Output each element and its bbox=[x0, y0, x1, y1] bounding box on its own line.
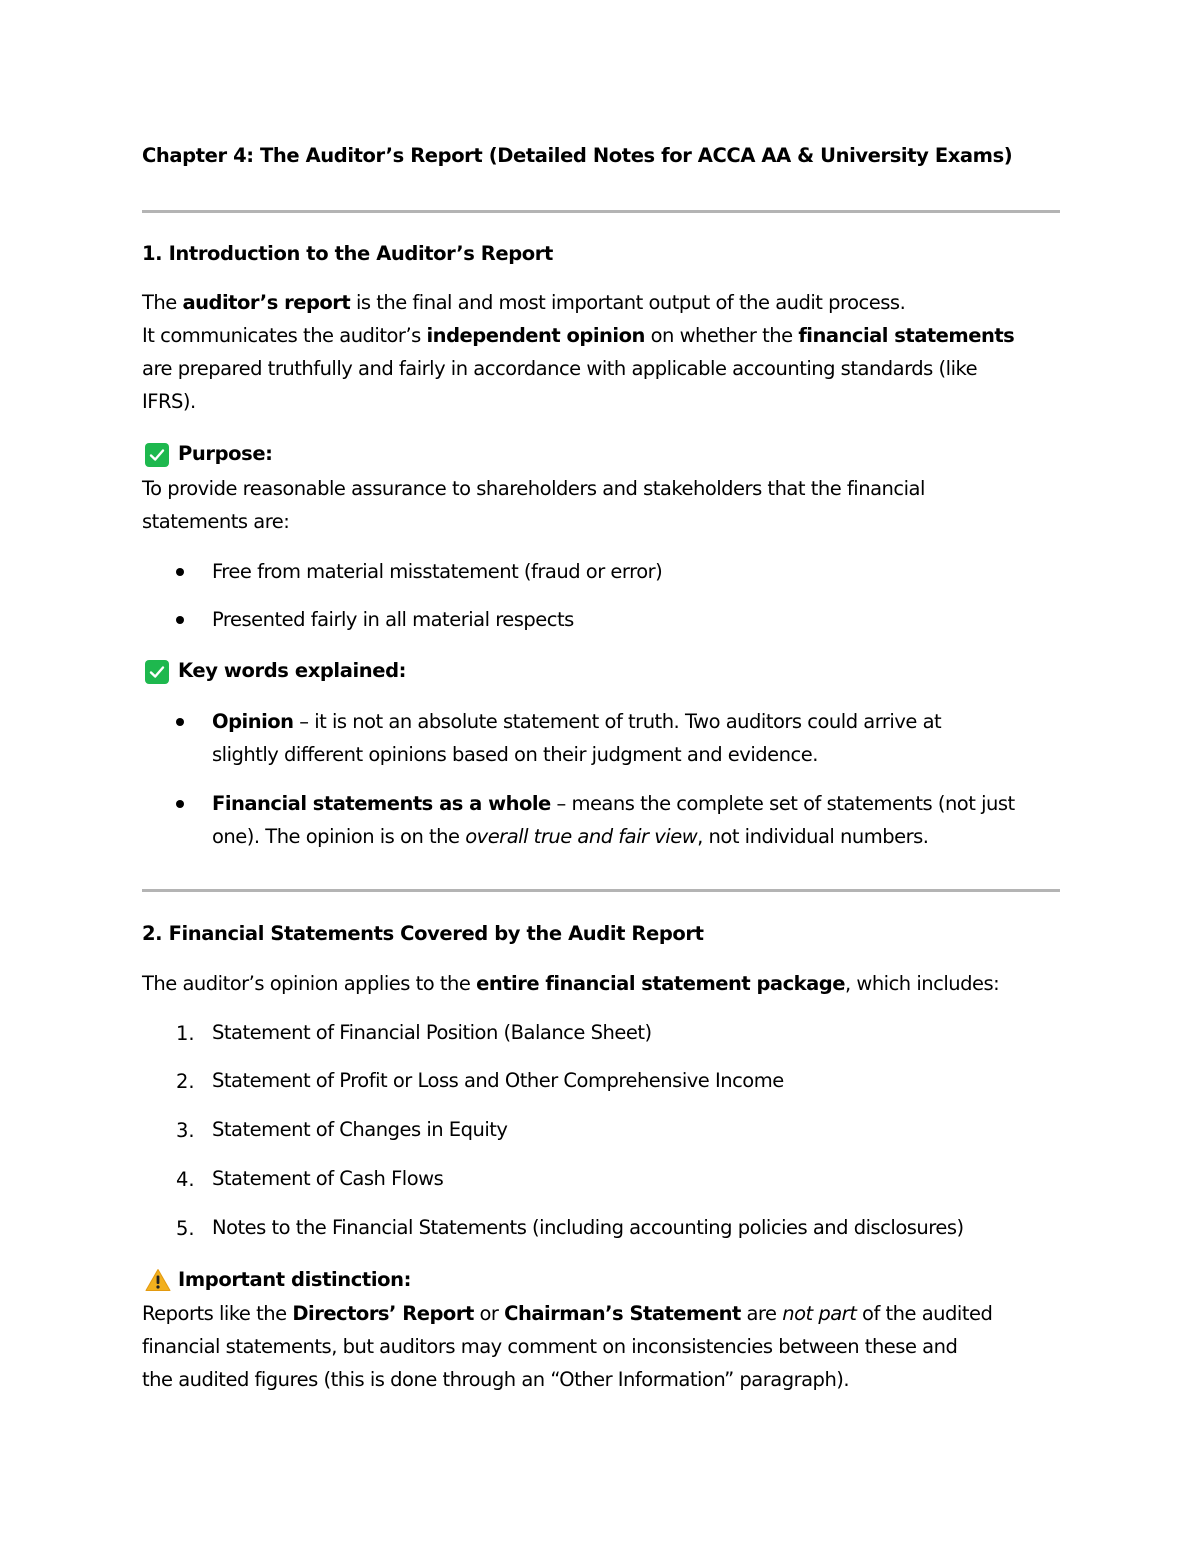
section-1-heading: 1. Introduction to the Auditor’s Report bbox=[142, 242, 553, 265]
important-distinction-label: Important distinction: bbox=[178, 1268, 411, 1291]
list-item: Notes to the Financial Statements (including accounting policies and disclosures) bbox=[212, 1216, 964, 1239]
list-number: 4. bbox=[176, 1168, 195, 1191]
purpose-label: Purpose: bbox=[178, 442, 273, 465]
key-words-label: Key words explained: bbox=[178, 659, 407, 682]
list-item-fs-line-1: Financial statements as a whole – means the complete set of statements (not just bbox=[212, 792, 1015, 815]
purpose-text-line-1: To provide reasonable assurance to shareholders and stakeholders that the financial bbox=[142, 477, 925, 500]
paragraph-intro-2-line-1: It communicates the auditor’s independent opinion on whether the financial statements bbox=[142, 324, 1015, 347]
list-item: Presented fairly in all material respects bbox=[212, 608, 574, 631]
list-item-fs-line-2: one). The opinion is on the overall true and fair view, not individual numbers. bbox=[212, 825, 929, 848]
list-item: Statement of Profit or Loss and Other Comprehensive Income bbox=[212, 1069, 784, 1092]
section-2-heading: 2. Financial Statements Covered by the Audit Report bbox=[142, 922, 704, 945]
section-divider bbox=[142, 889, 1060, 892]
purpose-text-line-2: statements are: bbox=[142, 510, 290, 533]
list-number: 3. bbox=[176, 1119, 195, 1142]
warning-icon bbox=[145, 1268, 171, 1292]
distinction-text-line-3: the audited figures (this is done through an “Other Information” paragraph). bbox=[142, 1368, 850, 1391]
section-divider bbox=[142, 210, 1060, 213]
list-item: Free from material misstatement (fraud or error) bbox=[212, 560, 663, 583]
list-number: 5. bbox=[176, 1217, 195, 1240]
check-mark-icon bbox=[145, 443, 169, 467]
distinction-text-line-2: financial statements, but auditors may comment on inconsistencies between these and bbox=[142, 1335, 958, 1358]
list-item: Statement of Financial Position (Balance Sheet) bbox=[212, 1021, 652, 1044]
document-title: Chapter 4: The Auditor’s Report (Detailed Notes for ACCA AA & University Exams) bbox=[142, 144, 1013, 167]
list-number: 2. bbox=[176, 1070, 195, 1093]
paragraph-intro-1: The auditor’s report is the final and most important output of the audit process. bbox=[142, 291, 906, 314]
paragraph-intro-2-line-3: IFRS). bbox=[142, 390, 196, 413]
bullet-icon bbox=[176, 616, 184, 624]
bullet-icon bbox=[176, 800, 184, 808]
bullet-icon bbox=[176, 568, 184, 576]
list-item: Statement of Cash Flows bbox=[212, 1167, 444, 1190]
list-number: 1. bbox=[176, 1022, 195, 1045]
paragraph-intro-2-line-2: are prepared truthfully and fairly in accordance with applicable accounting standards (like bbox=[142, 357, 978, 380]
list-item-opinion-line-2: slightly different opinions based on their judgment and evidence. bbox=[212, 743, 818, 766]
distinction-text-line-1: Reports like the Directors’ Report or Chairman’s Statement are not part of the audited bbox=[142, 1302, 993, 1325]
list-item-opinion-line-1: Opinion – it is not an absolute statement of truth. Two auditors could arrive at bbox=[212, 710, 942, 733]
section-2-intro: The auditor’s opinion applies to the entire financial statement package, which includes: bbox=[142, 972, 1000, 995]
check-mark-icon bbox=[145, 660, 169, 684]
list-item: Statement of Changes in Equity bbox=[212, 1118, 508, 1141]
bullet-icon bbox=[176, 718, 184, 726]
